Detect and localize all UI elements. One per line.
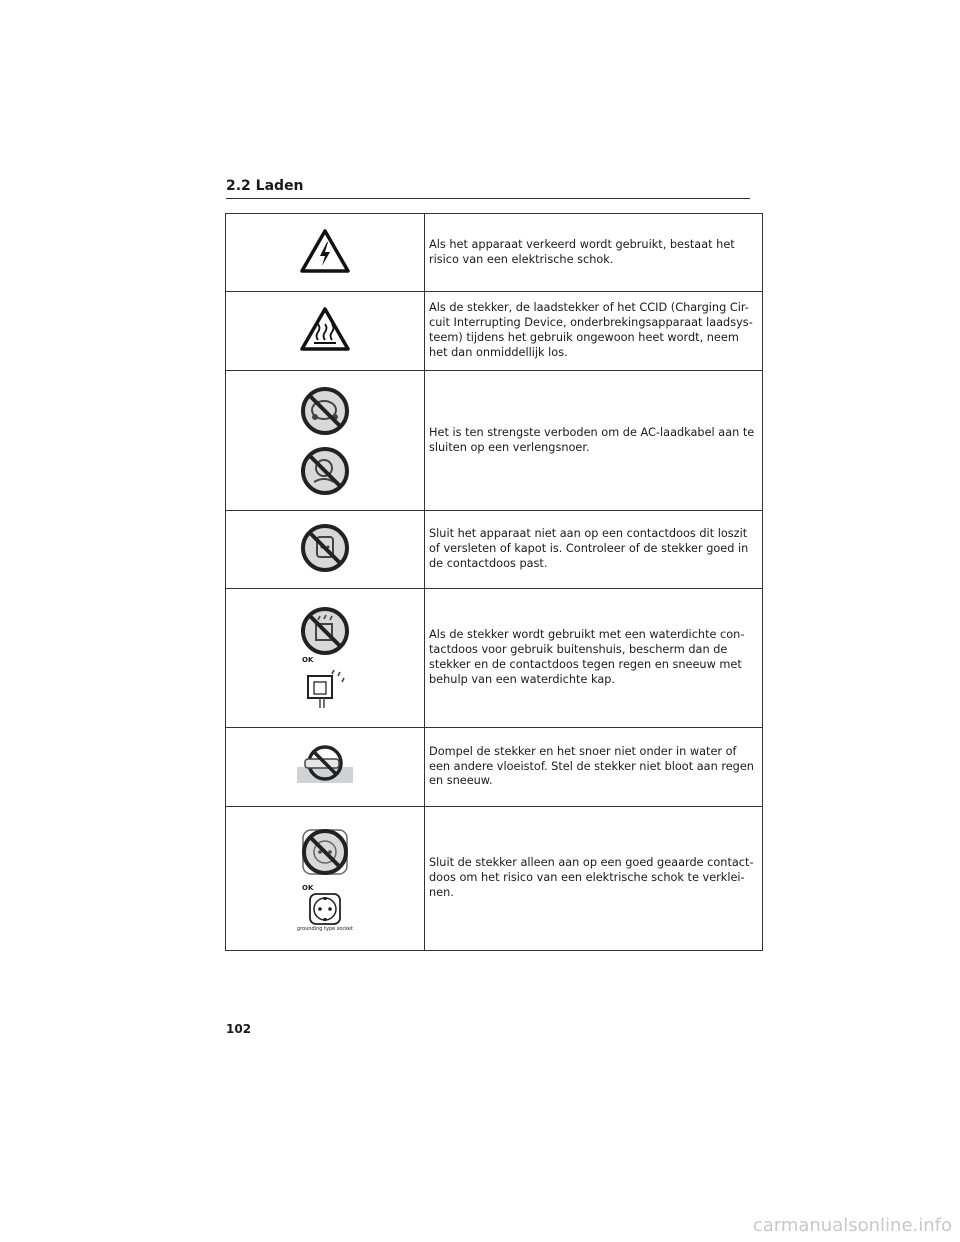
warning-table [225, 213, 763, 951]
text-cell [425, 371, 763, 511]
text-cell [425, 511, 763, 589]
section-title: 2.2 Laden [226, 178, 750, 199]
table-row [226, 728, 763, 807]
text-cell [425, 292, 763, 371]
socket-caption: grounding type socket [297, 925, 353, 932]
watermark: carmanualsonline.info [752, 1215, 952, 1236]
outdoor-socket-cover-icon [226, 606, 424, 710]
page-number: 102 [226, 1022, 252, 1036]
table-row [226, 292, 763, 371]
icon-cell [226, 728, 425, 807]
row-text: Sluit het apparaat niet aan op een contactdoos dit loszit of versleten of kapot is. Controleer of de stekker goed in de contactdoos past. [429, 527, 749, 570]
text-cell [425, 807, 763, 951]
text-cell [425, 728, 763, 807]
high-voltage-warning-icon [299, 228, 351, 274]
ok-label: OK [302, 883, 314, 892]
hot-surface-warning-icon [299, 306, 351, 352]
text-cell [425, 214, 763, 292]
table-row [226, 807, 763, 951]
no-extension-cord-icon [226, 386, 424, 496]
table-row [226, 589, 763, 728]
row-text: Dompel de stekker en het snoer niet onder in water of een andere vloeistof. Stel de stekker niet bloot aan regen en sneeuw. [429, 744, 754, 788]
ok-label: OK [302, 656, 314, 664]
icon-cell [226, 511, 425, 589]
icon-cell [226, 292, 425, 371]
row-text: Als het apparaat verkeerd wordt gebruikt, bestaat het risico van een elektrische schok. [429, 237, 735, 266]
row-text: Het is ten strengste verboden om de AC-laadkabel aan te sluiten op een verlengsnoer. [429, 425, 755, 454]
icon-cell [226, 589, 425, 728]
table-row [226, 511, 763, 589]
row-text: Als de stekker, de laadstekker of het CCID (Charging Cir-cuit Interrupting Device, onderbrekingsapparaat laadsys-teem) tijdens het gebruik ongewoon heet wordt, neem het dan onmiddellijk los. [429, 301, 753, 359]
table-row [226, 214, 763, 292]
grounded-socket-icon [226, 826, 424, 932]
icon-cell [226, 371, 425, 511]
icon-cell [226, 214, 425, 292]
row-text: Sluit de stekker alleen aan op een goed geaarde contact-doos om het risico van een elektrische schok te verklei-nen. [429, 856, 754, 899]
row-text: Als de stekker wordt gebruikt met een waterdichte con-tactdoos voor gebruik buitenshuis, bescherm dan de stekker en de contactdoos tegen regen en sneeuw met behulp van een waterdichte kap. [429, 628, 745, 686]
icon-cell [226, 807, 425, 951]
table-row [226, 371, 763, 511]
no-immersion-icon [295, 745, 355, 785]
text-cell [425, 589, 763, 728]
no-damaged-socket-icon [300, 523, 350, 573]
